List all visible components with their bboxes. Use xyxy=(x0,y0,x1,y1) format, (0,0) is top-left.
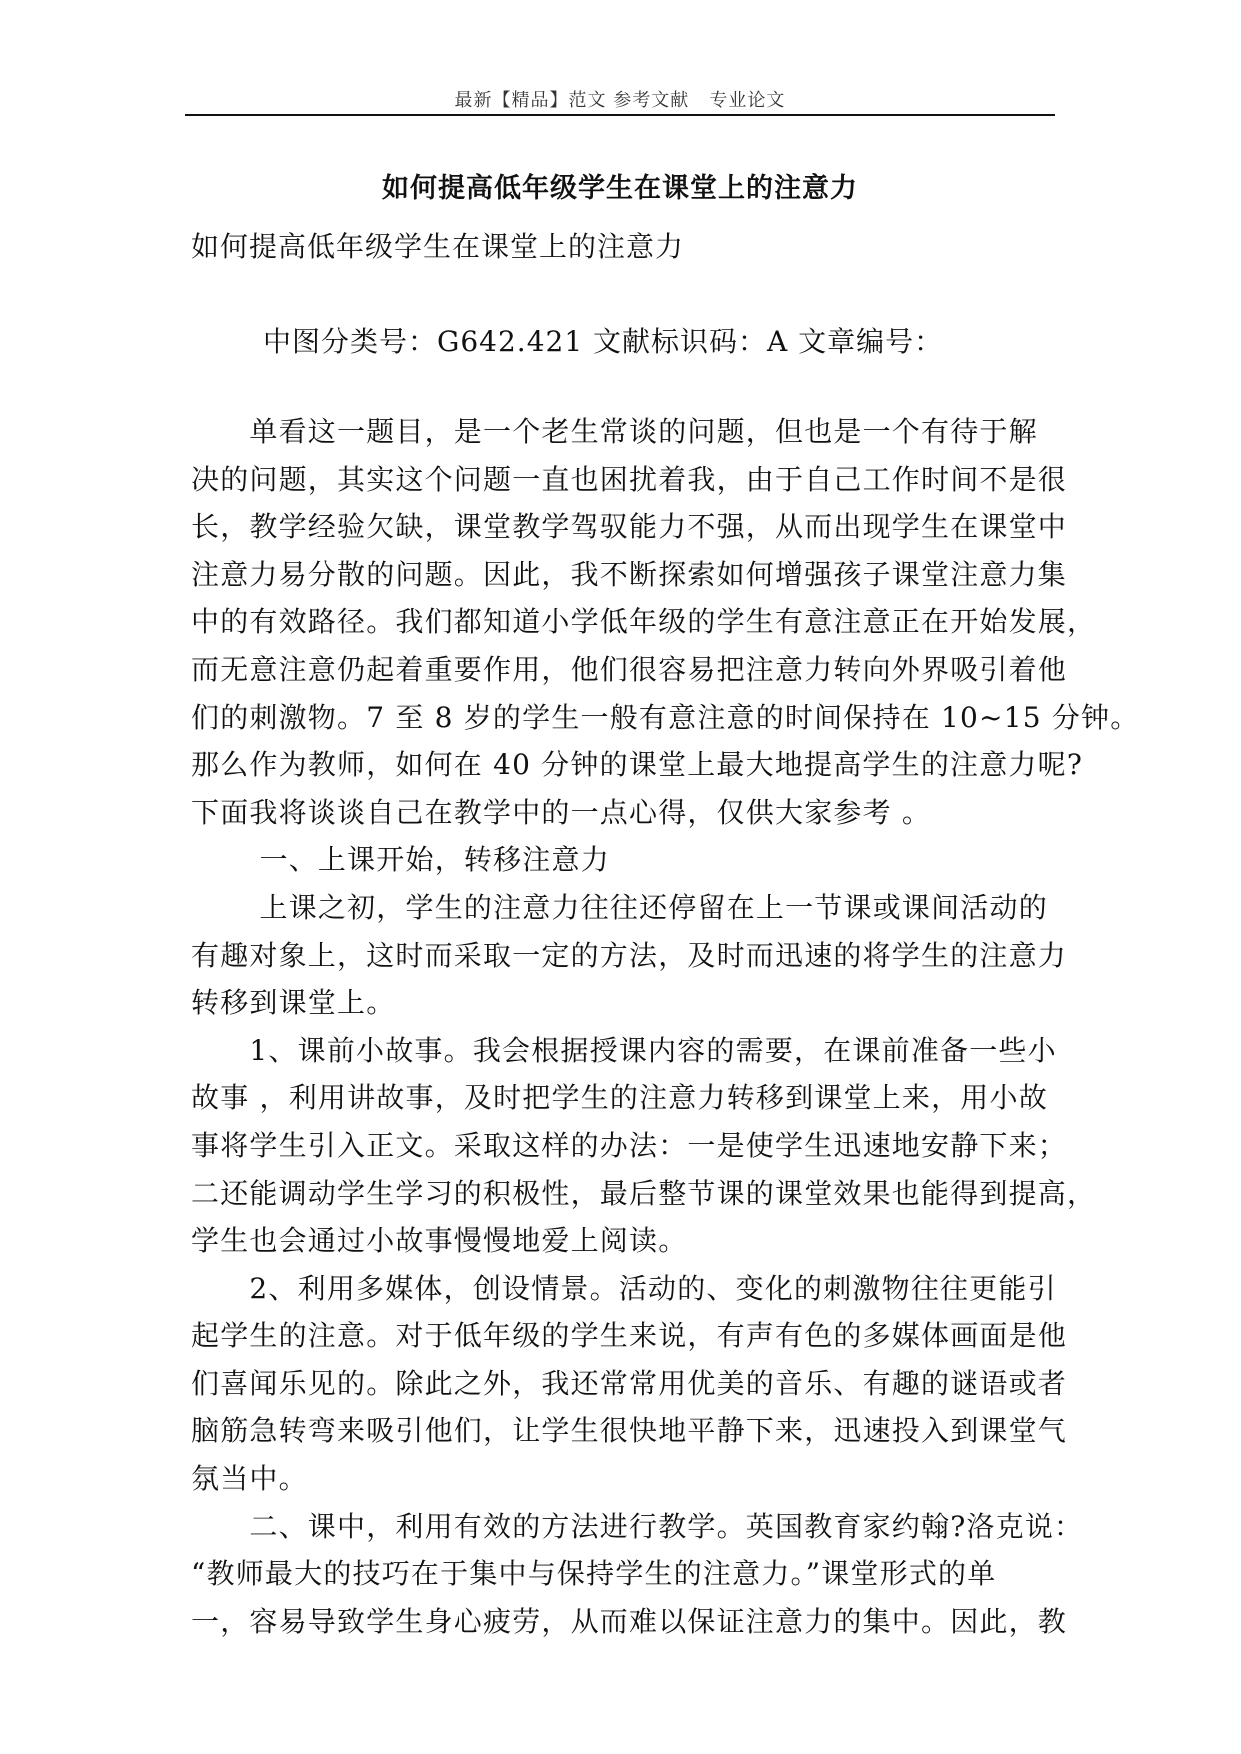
body-line: 2、利用多媒体，创设情景。活动的、变化的刺激物往往更能引 xyxy=(191,1271,1057,1305)
body-line: 们的刺激物。7 至 8 岁的学生一般有意注意的时间保持在 10~15 分钟。 xyxy=(191,700,1140,734)
body-line: 氛当中。 xyxy=(191,1462,308,1496)
body-line: 一，容易导致学生身心疲劳，从而难以保证注意力的集中。因此，教 xyxy=(191,1604,1068,1638)
body-line: 下面我将谈谈自己在教学中的一点心得，仅供大家参考 。 xyxy=(191,795,932,829)
document-subtitle: 如何提高低年级学生在课堂上的注意力 xyxy=(191,230,685,263)
document-title: 如何提高低年级学生在课堂上的注意力 xyxy=(382,173,858,204)
body-line: 1、课前小故事。我会根据授课内容的需要，在课前准备一些小 xyxy=(191,1033,1057,1067)
body-line: 单看这一题目，是一个老生常谈的问题，但也是一个有待于解 xyxy=(191,415,1038,448)
body-line: 故事 ，利用讲故事，及时把学生的注意力转移到课堂上来，用小故 xyxy=(191,1081,1048,1115)
header-rule xyxy=(185,114,1055,116)
body-line: 决的问题，其实这个问题一直也困扰着我，由于自己工作时间不是很 xyxy=(191,462,1068,496)
body-line: 脑筋急转弯来吸引他们，让学生很快地平静下来，迅速投入到课堂气 xyxy=(191,1414,1068,1448)
body-line: 而无意注意仍起着重要作用，他们很容易把注意力转向外界吸引着他 xyxy=(191,652,1068,686)
running-header: 最新【精品】范文 参考文献 专业论文 xyxy=(454,90,786,111)
body-line: 长，教学经验欠缺，课堂教学驾驭能力不强，从而出现学生在课堂中 xyxy=(191,510,1068,544)
body-line: 们喜闻乐见的。除此之外，我还常常用优美的音乐、有趣的谜语或者 xyxy=(191,1366,1068,1400)
body-line: 二、课中，利用有效的方法进行教学。英国教育家约翰?洛克说： xyxy=(191,1509,1084,1543)
body-line: 那么作为教师，如何在 40 分钟的课堂上最大地提高学生的注意力呢? xyxy=(191,748,1084,782)
body-line: 二还能调动学生学习的积极性，最后整节课的课堂效果也能得到提高， xyxy=(191,1176,1097,1210)
body-line: 起学生的注意。对于低年级的学生来说，有声有色的多媒体画面是他 xyxy=(191,1319,1068,1353)
body-text xyxy=(191,408,1140,1645)
body-line: 中的有效路径。我们都知道小学低年级的学生有意注意正在开始发展， xyxy=(191,605,1097,639)
body-line: 注意力易分散的问题。因此，我不断探索如何增强孩子课堂注意力集 xyxy=(191,557,1068,591)
body-line: “教师最大的技巧在于集中与保持学生的注意力。”课堂形式的单 xyxy=(191,1557,997,1591)
classification-line: 中图分类号：G642.421 文献标识码：A 文章编号： xyxy=(263,325,944,358)
body-line: 有趣对象上，这时而采取一定的方法，及时而迅速的将学生的注意力 xyxy=(191,938,1068,972)
body-line: 转移到课堂上。 xyxy=(191,986,396,1020)
body-line: 学生也会通过小故事慢慢地爱上阅读。 xyxy=(191,1224,688,1258)
body-line: 事将学生引入正文。采取这样的办法：一是使学生迅速地安静下来； xyxy=(191,1128,1068,1162)
body-line: 上课之初，学生的注意力往往还停留在上一节课或课间活动的 xyxy=(191,890,1048,924)
body-line: 一、上课开始，转移注意力 xyxy=(191,843,610,877)
